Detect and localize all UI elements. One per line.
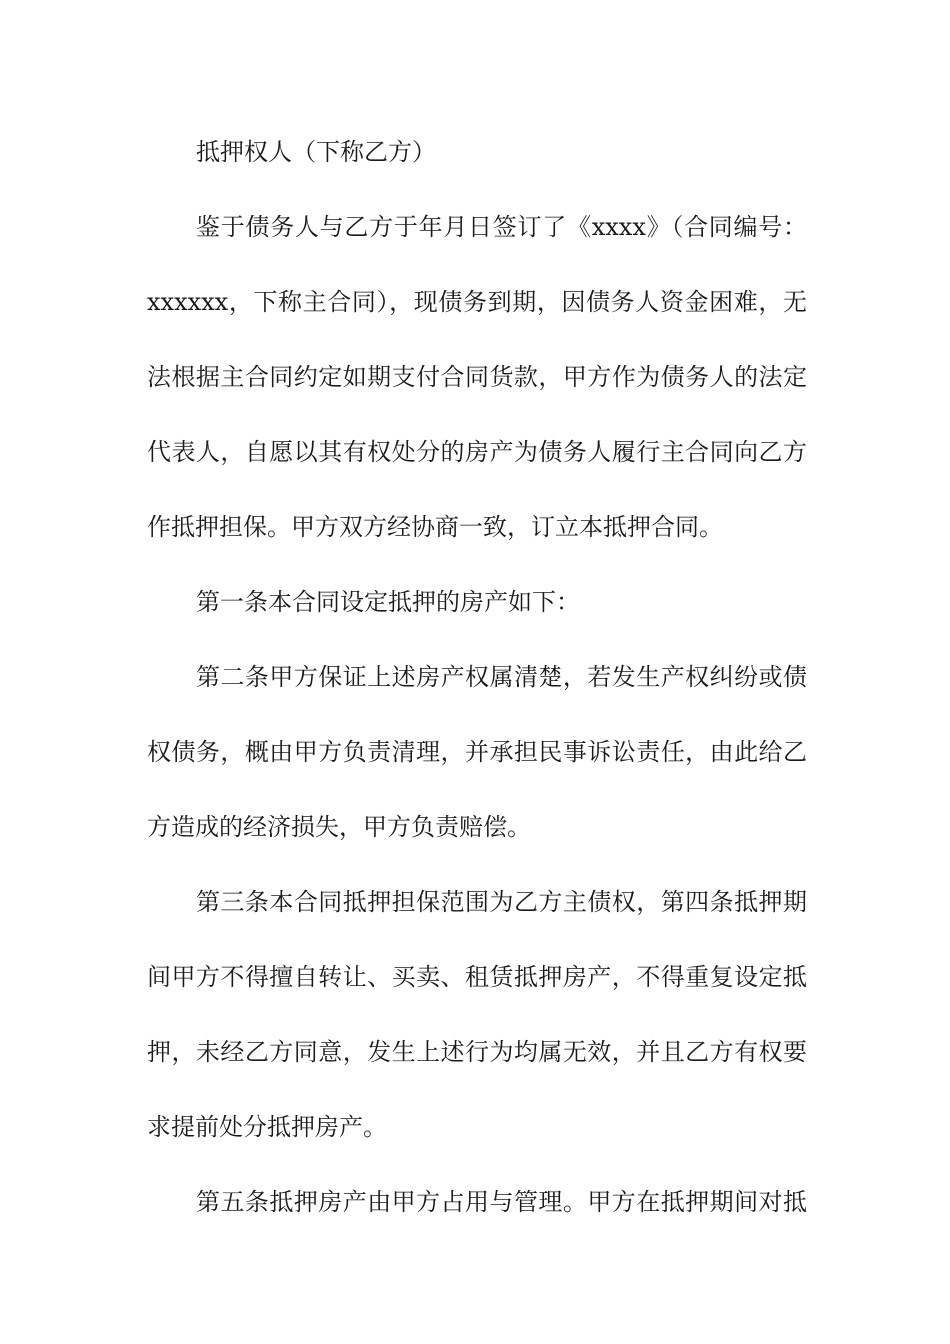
article-2-line-3: 方造成的经济损失，甲方负责赔偿。 bbox=[147, 813, 531, 841]
article-3-line-2: 间甲方不得擅自转让、买卖、租赁抵押房产，不得重复设定抵 bbox=[147, 963, 807, 991]
article-3-line-4: 求提前处分抵押房产。 bbox=[147, 1113, 387, 1141]
paragraph-recital-line-2: xxxxxx，下称主合同），现债务到期，因债务人资金困难，无 bbox=[147, 288, 807, 316]
paragraph-mortgagee-line: 抵押权人（下称乙方） bbox=[196, 138, 436, 166]
article-5-line-1: 第五条抵押房产由甲方占用与管理。甲方在抵押期间对抵 bbox=[196, 1188, 807, 1216]
article-1-line: 第一条本合同设定抵押的房产如下： bbox=[196, 588, 580, 616]
paragraph-recital-line-1: 鉴于债务人与乙方于年月日签订了《xxxx》（合同编号： bbox=[196, 213, 807, 241]
article-3-line-1: 第三条本合同抵押担保范围为乙方主债权，第四条抵押期 bbox=[196, 888, 807, 916]
article-3-line-3: 押，未经乙方同意，发生上述行为均属无效，并且乙方有权要 bbox=[147, 1038, 807, 1066]
article-2-line-1: 第二条甲方保证上述房产权属清楚，若发生产权纠纷或债 bbox=[196, 663, 807, 691]
article-2-line-2: 权债务，概由甲方负责清理，并承担民事诉讼责任，由此给乙 bbox=[147, 738, 807, 766]
paragraph-recital-line-4: 代表人，自愿以其有权处分的房产为债务人履行主合同向乙方 bbox=[147, 438, 807, 466]
paragraph-recital-line-5: 作抵押担保。甲方双方经协商一致，订立本抵押合同。 bbox=[147, 513, 723, 541]
paragraph-recital-line-3: 法根据主合同约定如期支付合同货款，甲方作为债务人的法定 bbox=[147, 363, 807, 391]
